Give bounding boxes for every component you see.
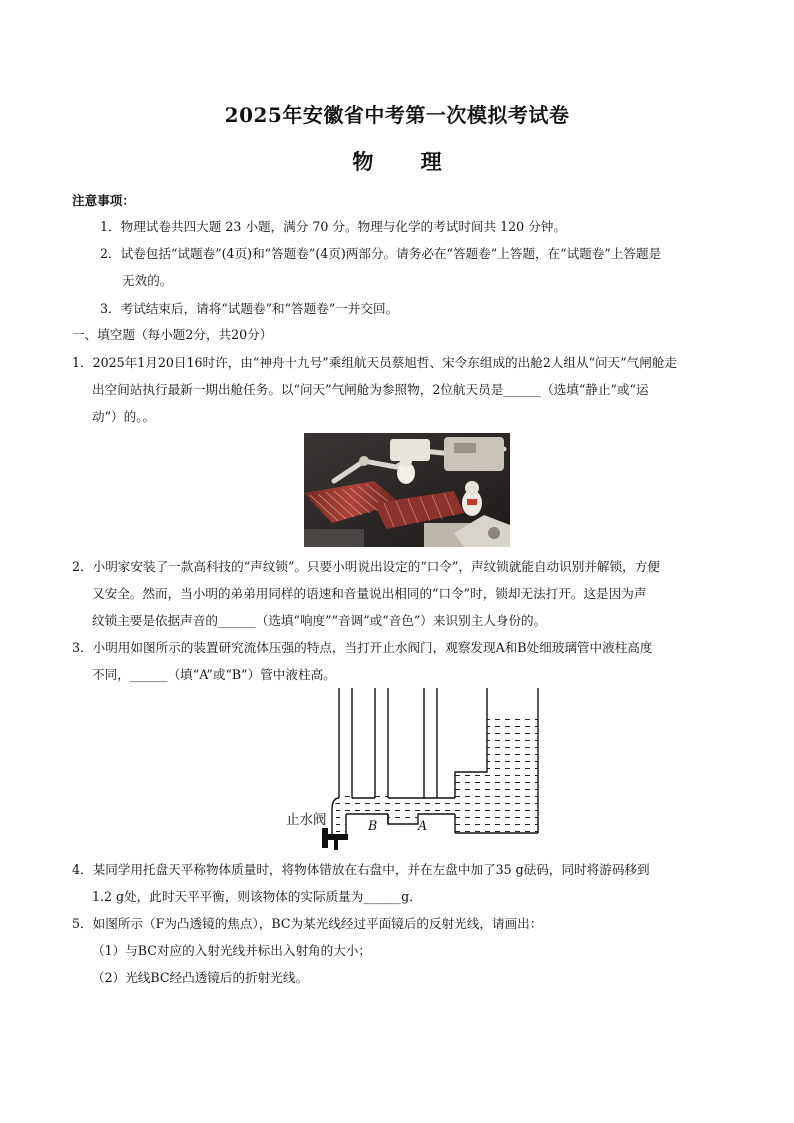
q4-line-2: 1.2 g处，此时天平平衡，则该物体的实际质量为______g． <box>92 889 422 904</box>
notice-item-1: 1．物理试卷共四大题 23 小题，满分 70 分。物理与化学的考试时间共 120 分钟。 <box>100 219 566 234</box>
q3-line-2: 不同，______（填“A”或“B”）管中液柱高。 <box>92 667 336 682</box>
notice-item-2: 2．试卷包括“试题卷”(4页)和“答题卷”(4页)两部分。请务必在“答题卷”上答题，在“试题卷”上答题是 <box>100 246 662 261</box>
q5-line-3: （2）光线BC经凸透镜后的折射光线。 <box>92 970 309 985</box>
q5-line-2: （1）与BC对应的入射光线并标出入射角的大小； <box>92 943 372 958</box>
notice-item-2-cont: 无效的。 <box>122 273 173 288</box>
q2-line-3: 纹锁主要是依据声音的______（选填“响度”“音调”或“音色”）来识别主人身份的。 <box>92 613 547 628</box>
notice-item-3: 3．考试结束后，请将“试题卷”和“答题卷”一并交回。 <box>100 301 399 316</box>
q1-line-1: 1．2025年1月20日16时许，由“神舟十九号”乘组航天员蔡旭哲、宋令东组成的出舱2人组从“问天”气闸舱走 <box>72 355 678 370</box>
subject-title: 物 理 <box>352 149 462 174</box>
q4-line-1: 4．某同学用托盘天平称物体质量时，将物体错放在右盘中，并在左盘中加了35 g砝码，同时将游码移到 <box>72 862 650 877</box>
q3-line-1: 3．小明用如图所示的装置研究流体压强的特点，当打开止水阀门，观察发现A和B处细玻璃管中液柱高度 <box>72 640 653 655</box>
q1-line-2: 出空间站执行最新一期出舱任务。以“问天”气闸舱为参照物，2位航天员是______（选填“静止”或“运 <box>92 382 649 397</box>
valve-label: 止水阀 <box>286 812 327 828</box>
section-heading: 一、填空题（每小题2分，共20分） <box>72 327 273 342</box>
notice-heading: 注意事项： <box>72 193 135 208</box>
label-a: A <box>418 818 428 833</box>
q5-line-1: 5．如图所示（F为凸透镜的焦点），BC为某光线经过平面镜后的反射光线，请画出： <box>72 916 543 931</box>
q1-spacewalk-photo <box>304 433 510 547</box>
q2-line-1: 2．小明家安装了一款高科技的“声纹锁”。只要小明说出设定的“口令”，声纹锁就能自动识别并解锁，方便 <box>72 559 660 574</box>
label-b: B <box>368 818 378 833</box>
q2-line-2: 又安全。然而，当小明的弟弟用同样的语速和音量说出相同的“口令”时，锁却无法打开。这是因为声 <box>92 586 647 601</box>
q3-apparatus-figure <box>284 688 539 860</box>
exam-title: 2025年安徽省中考第一次模拟考试卷 <box>224 103 570 127</box>
q1-line-3: 动”）的。。 <box>92 409 156 424</box>
